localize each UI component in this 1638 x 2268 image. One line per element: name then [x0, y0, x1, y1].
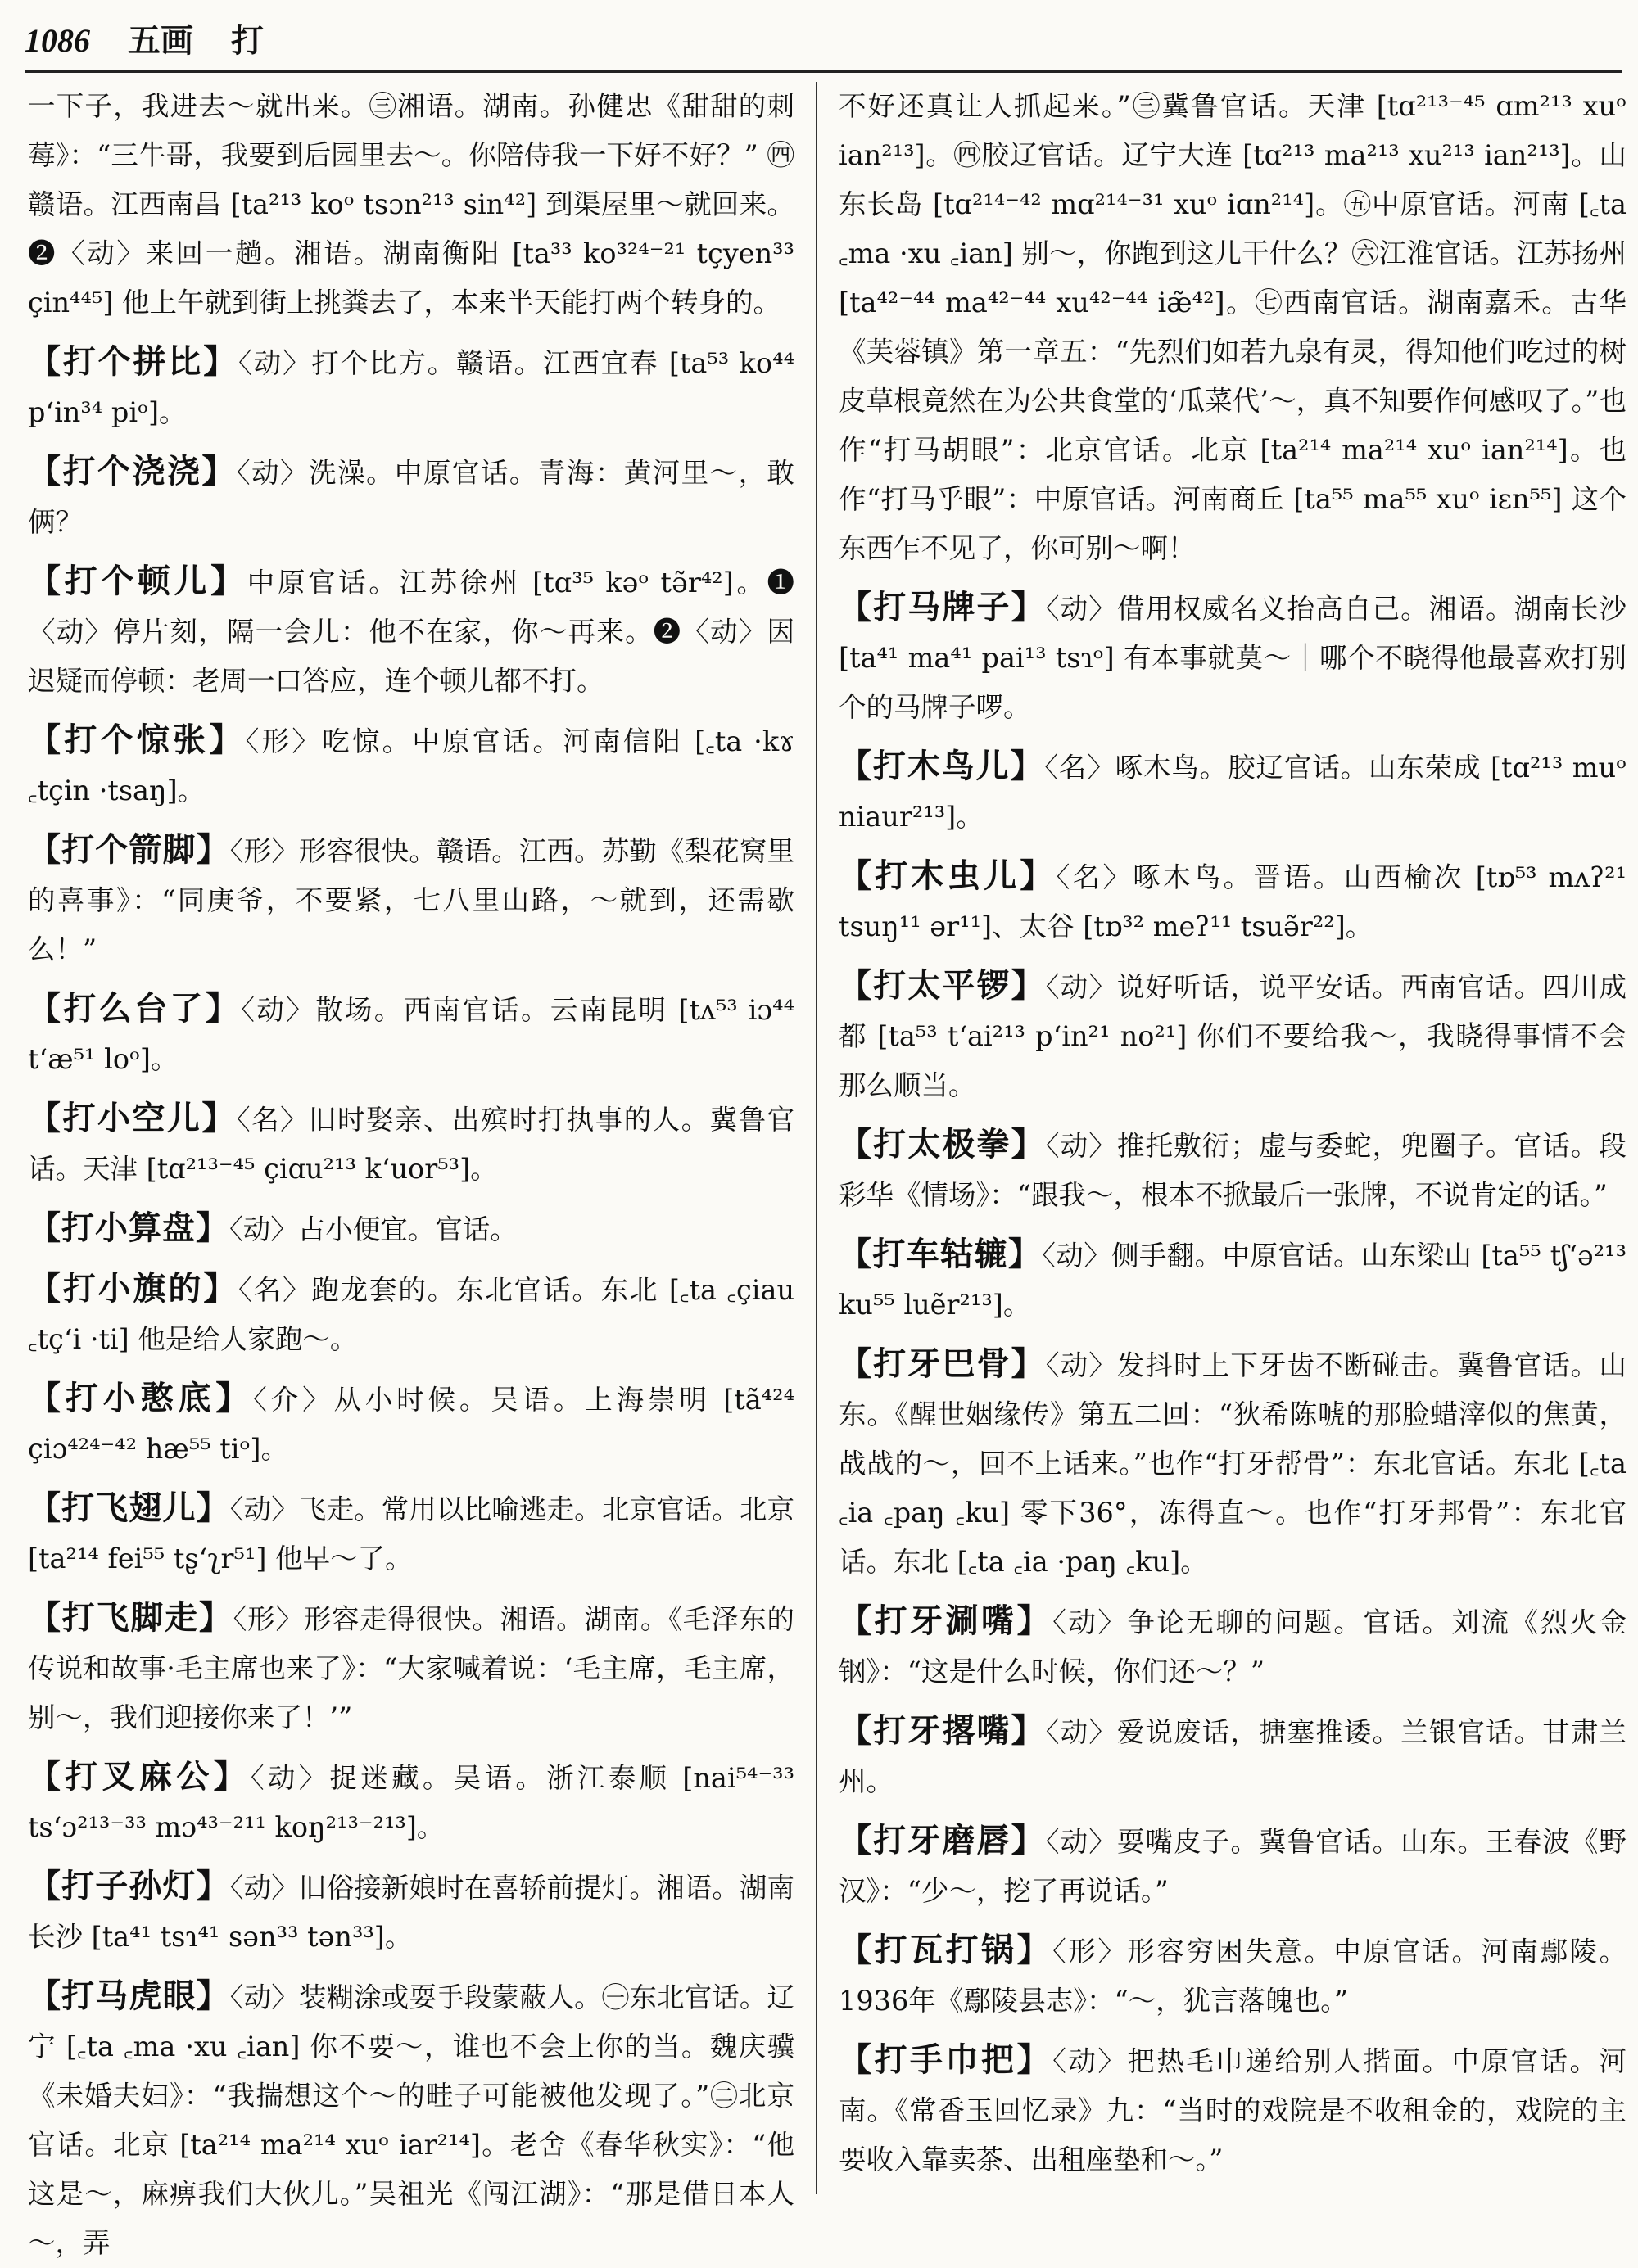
entry-headword: 【打小旗的】	[28, 1269, 239, 1308]
entry-headword: 【打小空儿】	[28, 1099, 237, 1137]
dictionary-entry	[839, 1120, 1627, 1220]
entry-definition: 〈动〉借用权威名义抬高自己。湘语。湖南长沙 [ta⁴¹ ma⁴¹ pai¹³ tsɿᵒ] 有本事就莫～｜哪个不晓得他最喜欢打别个的马牌子啰。	[839, 593, 1627, 723]
entry-definition: 〈动〉占小便宜。官话。	[229, 1213, 518, 1245]
entry-headword: 【打牙涮嘴】	[839, 1602, 1053, 1640]
entry-headword: 【打太极拳】	[839, 1125, 1046, 1163]
entry-headword: 【打牙巴骨】	[839, 1344, 1046, 1383]
section-label: 五画	[128, 21, 193, 60]
entry-headword: 【打马虎眼】	[28, 1977, 230, 2015]
entry-headword: 【打个顿儿】	[28, 562, 247, 600]
dictionary-entry	[28, 1264, 794, 1364]
entry-headword: 【打木鸟儿】	[839, 747, 1045, 785]
entry-headword: 【打太平锣】	[839, 966, 1046, 1005]
entry-headword: 【打瓦打锅】	[839, 1931, 1053, 1969]
entry-definition: 〈形〉吃惊。中原官话。河南信阳 [꜀ta ·kɤ ꜀tçin ·tsaŋ]。	[28, 725, 795, 806]
dictionary-entry	[839, 1926, 1627, 2026]
dictionary-entry	[28, 337, 794, 437]
header-rule	[25, 70, 1622, 73]
dictionary-entry	[839, 1816, 1627, 1916]
entry-headword: 【打飞脚走】	[28, 1598, 233, 1637]
entry-definition: 〈动〉散场。西南官话。云南昆明 [tʌ⁵³ iɔ⁴⁴ tʻæ⁵¹ loᵒ]。	[28, 994, 795, 1075]
dictionary-entry	[839, 2035, 1627, 2184]
entry-headword: 【打子孙灯】	[28, 1867, 230, 1905]
dictionary-entry	[28, 984, 794, 1084]
entry-definition: 〈名〉啄木鸟。胶辽官话。山东荣成 [tɑ²¹³ muᵒ niaur²¹³]。	[839, 752, 1627, 833]
right-column	[839, 82, 1627, 2202]
dictionary-entry	[28, 447, 794, 547]
entry-definition: 〈动〉把热毛巾递给别人揩面。中原官话。河南。《常香玉回忆录》九：“当时的戏院是不收租金的，戏院的主要收入靠卖茶、出租座垫和～。”	[839, 2045, 1627, 2175]
entry-definition: 〈动〉打个比方。赣语。江西宜春 [ta⁵³ ko⁴⁴ pʻin³⁴ piᵒ]。	[28, 347, 795, 428]
dictionary-entry	[28, 1094, 794, 1194]
dictionary-entry	[839, 1230, 1627, 1330]
entry-headword: 【打牙撂嘴】	[839, 1711, 1046, 1750]
entry-definition: 〈动〉发抖时上下牙齿不断碰击。冀鲁官话。山东。《醒世姻缘传》第五二回：“狄希陈唬的那脸蜡滓似的焦黄，战战的～，回不上话来。”也作“打牙帮骨”：东北官话。东北 [꜀ta ꜀ia ꜀paŋ ꜀ku] 零下36°，冻得直～。也作“打牙邦骨”：东北官话。东北 [꜀ta ꜀ia ·paŋ ꜀ku]。	[839, 1349, 1627, 1578]
page-number: 1086	[25, 22, 90, 59]
dictionary-entry	[839, 583, 1627, 732]
entry-definition: 〈形〉形容走得很快。湘语。湖南。《毛泽东的传说和故事·毛主席也来了》：“大家喊着说：‘毛主席，毛主席，别～，我们迎接你来了！’”	[28, 1603, 795, 1733]
entry-definition: 〈动〉爱说废话，搪塞推诿。兰银官话。甘肃兰州。	[839, 1716, 1627, 1797]
entry-headword: 【打叉麻公】	[28, 1757, 251, 1796]
entry-definition: 〈介〉从小时候。吴语。上海崇明 [tã⁴²⁴ çiɔ⁴²⁴⁻⁴² hæ⁵⁵ tiᵒ]。	[28, 1384, 795, 1465]
entry-headword: 【打小算盘】	[28, 1209, 229, 1247]
dictionary-entry	[28, 557, 794, 706]
dictionary-entry	[839, 961, 1627, 1110]
dictionary-entry	[28, 1862, 794, 1962]
dictionary-entry	[28, 716, 794, 815]
entry-headword: 【打个箭脚】	[28, 830, 230, 869]
entry-definition: 〈动〉耍嘴皮子。冀鲁官话。山东。王春波《野汉》：“少～，挖了再说话。”	[839, 1826, 1627, 1907]
entry-definition: 〈动〉说好听话，说平安话。西南官话。四川成都 [ta⁵³ tʻai²¹³ pʻin²¹ no²¹] 你们不要给我～，我晓得事情不会那么顺当。	[839, 971, 1627, 1101]
entry-headword: 【打个浇浇】	[28, 452, 237, 490]
entry-definition: 中原官话。江苏徐州 [tɑ³⁵ kəᵒ tə̃r⁴²]。❶〈动〉停片刻，隔一会儿：他不在家，你～再来。❷〈动〉因迟疑而停顿：老周一口答应，连个顿儿都不打。	[28, 567, 795, 697]
entry-headword: 【打牙磨唇】	[839, 1821, 1046, 1859]
entry-headword: 【打手巾把】	[839, 2040, 1053, 2079]
entry-definition: 〈形〉形容很快。赣语。江西。苏勤《梨花窝里的喜事》：“同庚爷，不要紧，七八里山路，～就到，还需歇么！”	[28, 835, 795, 965]
entry-definition: 〈动〉洗澡。中原官话。青海：黄河里～，敢俩？	[28, 457, 795, 538]
entry-headword: 【打么台了】	[28, 989, 242, 1028]
dictionary-entry	[28, 825, 794, 974]
continuation-text: 不好还真让人抓起来。”㊂冀鲁官话。天津 [tɑ²¹³⁻⁴⁵ ɑm²¹³ xuᵒ ian²¹³]。㊃胶辽官话。辽宁大连 [tɑ²¹³ ma²¹³ xu²¹³ ian²¹³]。山东长岛 [tɑ²¹⁴⁻⁴² mɑ²¹⁴⁻³¹ xuᵒ iɑn²¹⁴]。㊄中原官话。河南 [꜀ta ꜀ma ·xu ꜀ian] 别～，你跑到这儿干什么？㊅江淮官话。江苏扬州 [ta⁴²⁻⁴⁴ ma⁴²⁻⁴⁴ xu⁴²⁻⁴⁴ iæ̃⁴²]。㊆西南官话。湖南嘉禾。古华《芙蓉镇》第一章五：“先烈们如若九泉有灵，得知他们吃过的树皮草根竟然在为公共食堂的‘瓜菜代’～，真不知要作何感叹了。”也作“打马胡眼”：北京官话。北京 [ta²¹⁴ ma²¹⁴ xuᵒ ian²¹⁴]。也作“打马乎眼”：中原官话。河南商丘 [ta⁵⁵ ma⁵⁵ xuᵒ iɛn⁵⁵] 这个东西乍不见了，你可别～啊！	[839, 90, 1627, 564]
left-column	[28, 82, 795, 2259]
header-character: 打	[231, 21, 264, 60]
entry-definition: 〈动〉装糊涂或耍手段蒙蔽人。㊀东北官话。辽宁 [꜀ta ꜀ma ·xu ꜀ian] 你不要～，谁也不会上你的当。魏庆骥《未婚夫妇》：“我揣想这个～的畦子可能被他发现了。”㊁北京官话。北京 [ta²¹⁴ ma²¹⁴ xuᵒ iar²¹⁴]。老舍《春华秋实》：“他这是～，麻痹我们大伙儿。”吴祖光《闯江湖》：“那是借日本人～，弄	[28, 1981, 794, 2259]
entry-definition: 〈动〉捉迷藏。吴语。浙江泰顺 [nai⁵⁴⁻³³ tsʻɔ²¹³⁻³³ mɔ⁴³⁻²¹¹ koŋ²¹³⁻²¹³]。	[28, 1762, 795, 1843]
entry-definition: 〈动〉争论无聊的问题。官话。刘流《烈火金钢》：“这是什么时候，你们还～？”	[839, 1606, 1627, 1687]
dictionary-entry	[28, 1204, 794, 1254]
entry-headword: 【打木虫儿】	[839, 856, 1057, 895]
dictionary-entry	[839, 1340, 1627, 1587]
dictionary-entry	[839, 742, 1627, 842]
entry-definition: 〈名〉啄木鸟。晋语。山西榆次 [tɒ⁵³ mʌʔ²¹ tsuŋ¹¹ ər¹¹]、太谷 [tɒ³² meʔ¹¹ tsuə̃r²²]。	[839, 861, 1627, 942]
entry-headword: 【打马牌子】	[839, 588, 1046, 626]
entry-definition: 〈动〉侧手翻。中原官话。山东梁山 [ta⁵⁵ tʃʻə²¹³ ku⁵⁵ luẽr²¹³]。	[839, 1240, 1627, 1321]
entry-headword: 【打车轱辘】	[839, 1235, 1043, 1273]
entry-headword: 【打个惊张】	[28, 721, 246, 759]
entry-definition: 〈名〉跑龙套的。东北官话。东北 [꜀ta ꜀çiau ꜀tçʻi ·ti] 他是给人家跑～。	[28, 1274, 795, 1355]
dictionary-entry	[839, 1597, 1627, 1696]
entry-definition: 〈动〉旧俗接新娘时在喜轿前提灯。湘语。湖南长沙 [ta⁴¹ tsɿ⁴¹ sən³³ tən³³]。	[28, 1872, 794, 1953]
entry-headword: 【打飞翅儿】	[28, 1489, 230, 1527]
column-divider	[816, 82, 817, 2194]
entry-definition: 〈名〉旧时娶亲、出殡时打执事的人。冀鲁官话。天津 [tɑ²¹³⁻⁴⁵ çiɑu²¹³ kʻuor⁵³]。	[28, 1104, 795, 1185]
dictionary-entry	[28, 1752, 794, 1852]
entry-definition: 〈动〉飞走。常用以比喻逃走。北京官话。北京 [ta²¹⁴ fei⁵⁵ tʂʻʅr⁵¹] 他早～了。	[28, 1493, 794, 1574]
entry-headword: 【打小憨底】	[28, 1379, 254, 1417]
dictionary-entry	[839, 1706, 1627, 1806]
left-entries	[28, 337, 794, 2268]
dictionary-entry	[28, 1593, 794, 1742]
entry-headword: 【打个拼比】	[28, 342, 239, 381]
dictionary-entry	[28, 1972, 794, 2268]
continuation-text: 一下子，我进去～就出来。㊂湘语。湖南。孙健忠《甜甜的刺莓》：“三牛哥，我要到后园里去～。你陪侍我一下好不好？” ㊃赣语。江西南昌 [ta²¹³ koᵒ tsɔn²¹³ sin⁴²] 到渠屋里～就回来。❷〈动〉来回一趟。湘语。湖南衡阳 [ta³³ ko³²⁴⁻²¹ tçyen³³ çin⁴⁴⁵] 他上午就到街上挑粪去了，本来半天能打两个转身的。	[28, 90, 794, 319]
entry-definition: 〈动〉推托敷衍；虚与委蛇，兜圈子。官话。段彩华《情场》：“跟我～，根本不掀最后一张牌，不说肯定的话。”	[839, 1130, 1627, 1211]
page-header	[25, 15, 264, 64]
dictionary-entry	[28, 1374, 794, 1474]
dictionary-entry	[839, 852, 1627, 951]
entry-definition: 〈形〉形容穷困失意。中原官话。河南鄢陵。1936年《鄢陵县志》：“～，犹言落魄也。”	[839, 1936, 1627, 2017]
right-entries	[839, 583, 1627, 2184]
dictionary-entry	[28, 1484, 794, 1584]
